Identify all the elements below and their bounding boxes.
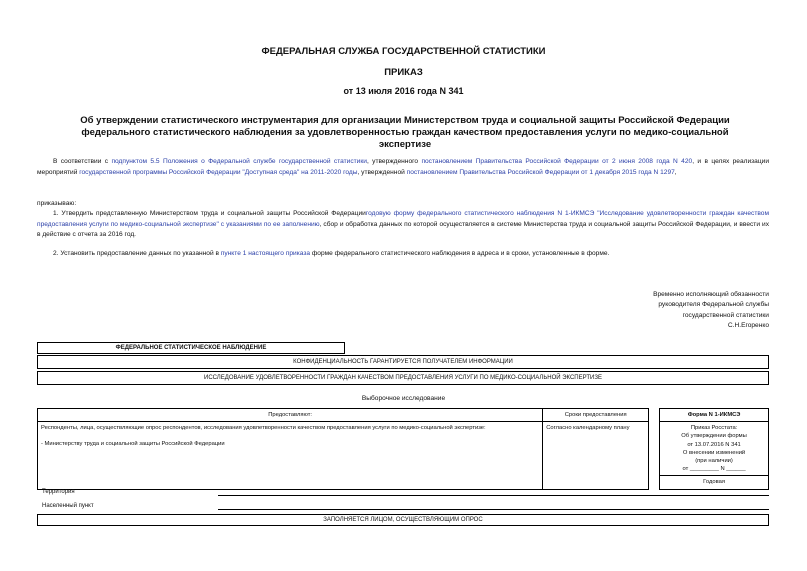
signature-block: [653, 290, 769, 331]
confidentiality-box: КОНФИДЕНЦИАЛЬНОСТЬ ГАРАНТИРУЕТСЯ ПОЛУЧАТЕЛЕМ ИНФОРМАЦИИ: [37, 355, 769, 369]
signature-line: руководителя Федеральной службы: [658, 301, 769, 309]
preamble: [37, 157, 769, 178]
ministry-text: - Министерству труда и социальной защиты Российской Федерации: [41, 441, 225, 448]
preamble-text: , и в целях реализации мероприятий: [37, 158, 769, 176]
sample-survey-label: Выборочное исследование: [361, 395, 446, 402]
order-item-1: [37, 209, 769, 241]
respondents-text: Респонденты, лица, осуществляющие опрос респондентов, исследования удовлетворенности качеством предоставления услуги по медико-социальной экспертизе:: [41, 425, 486, 432]
territory-label: Территория: [42, 489, 75, 495]
link-state-program[interactable]: государственной программы Российской Федерации "Доступная среда" на 2011-2020 годы: [79, 168, 358, 176]
form-header-table: [37, 408, 769, 490]
preamble-text: В соответствии с: [53, 158, 112, 165]
rosstat-line: (при наличии): [695, 458, 733, 465]
link-resolution-420[interactable]: постановлением Правительства Российской Федерации от 2 июня 2008 года N 420: [421, 158, 693, 165]
signatory-name: С.Н.Егоренко: [727, 321, 769, 329]
preamble-text: , утвержденной: [357, 168, 407, 176]
rosstat-line: от _________ N ______: [682, 466, 746, 473]
link-form-1-ikmse[interactable]: годовую форму федерального статистического наблюдения N 1-ИКМСЭ "Исследование удовлетворенности граждан качеством предоставления услуги по медико-социальной экспертизе" с указаниями по ее заполнению: [37, 210, 769, 228]
preamble-text: , утвержденного: [366, 158, 422, 165]
item2-text: 2. Установить предоставление данных по указанной в: [53, 250, 221, 257]
filled-by-box: ЗАПОЛНЯЕТСЯ ЛИЦОМ, ОСУЩЕСТВЛЯЮЩИМ ОПРОС: [37, 514, 769, 526]
respondents-cell: [38, 422, 543, 489]
link-subclause-5-5[interactable]: подпунктом 5.5 Положения о Федеральной службе государственной статистики: [111, 158, 367, 165]
rosstat-order-cell: [660, 422, 769, 476]
col-header-submit: Предоставляют:: [38, 409, 543, 422]
form-number: Форма N 1-ИКМСЭ: [660, 409, 769, 422]
link-resolution-1297[interactable]: постановлением Правительства Российской Федерации от 1 декабря 2015 года N 1297: [406, 168, 675, 176]
link-clause-1[interactable]: пункте 1 настоящего приказа: [220, 250, 311, 257]
order-word: приказываю:: [37, 200, 77, 207]
preamble-text: ,: [674, 168, 677, 176]
survey-title-box: ИССЛЕДОВАНИЕ УДОВЛЕТВОРЕННОСТИ ГРАЖДАН КАЧЕСТВОМ ПРЕДОСТАВЛЕНИЯ УСЛУГИ ПО МЕДИКО-СОЦИАЛЬНОЙ ЭКСПЕРТИЗЕ: [37, 371, 769, 385]
settlement-line: [218, 509, 769, 510]
doc-type: ПРИКАЗ: [384, 67, 423, 78]
signature-line: государственной статистики: [682, 311, 769, 319]
rosstat-line: О внесении изменений: [682, 449, 746, 456]
doc-date-number: от 13 июля 2016 года N 341: [343, 86, 464, 96]
order-subject: Об утверждении статистического инструментария для организации Министерством труда и социальной защиты Российской Федерации федерального статистического наблюдения за удовлетворенностью граждан качеством предоставления услуги по медико-социальной экспертизе: [80, 115, 730, 150]
item1-text: 1. Утвердить представленную Министерством труда и социальной защиты Российской Федерации: [53, 210, 366, 217]
item2-text: форме федерального статистического наблюдения в адреса и в сроки, установленные в форме.: [310, 250, 610, 257]
col-header-deadline: Сроки предоставления: [543, 409, 649, 422]
rosstat-line: Об утверждении формы: [681, 433, 747, 440]
rosstat-line: от 13.07.2016 N 341: [687, 441, 741, 448]
federal-observation-box: ФЕДЕРАЛЬНОЕ СТАТИСТИЧЕСКОЕ НАБЛЮДЕНИЕ: [37, 342, 345, 354]
order-item-2: [37, 249, 769, 260]
item1-text: , сбор и обработка данных по которой осуществляется в системе Министерства труда и социальной защиты Российской Федерации, и ввести их в действие с отчета за 2016 год.: [37, 220, 769, 238]
spacer-cell: [649, 409, 660, 490]
settlement-label: Населенный пункт: [42, 503, 94, 509]
deadline-cell: Согласно календарному плану: [543, 422, 649, 489]
agency-title: ФЕДЕРАЛЬНАЯ СЛУЖБА ГОСУДАРСТВЕННОЙ СТАТИСТИКИ: [261, 46, 546, 57]
periodicity-cell: Годовая: [660, 476, 769, 489]
signature-line: Временно исполняющий обязанности: [653, 291, 769, 298]
territory-line: [218, 495, 769, 496]
rosstat-line: Приказ Росстата:: [690, 425, 738, 432]
